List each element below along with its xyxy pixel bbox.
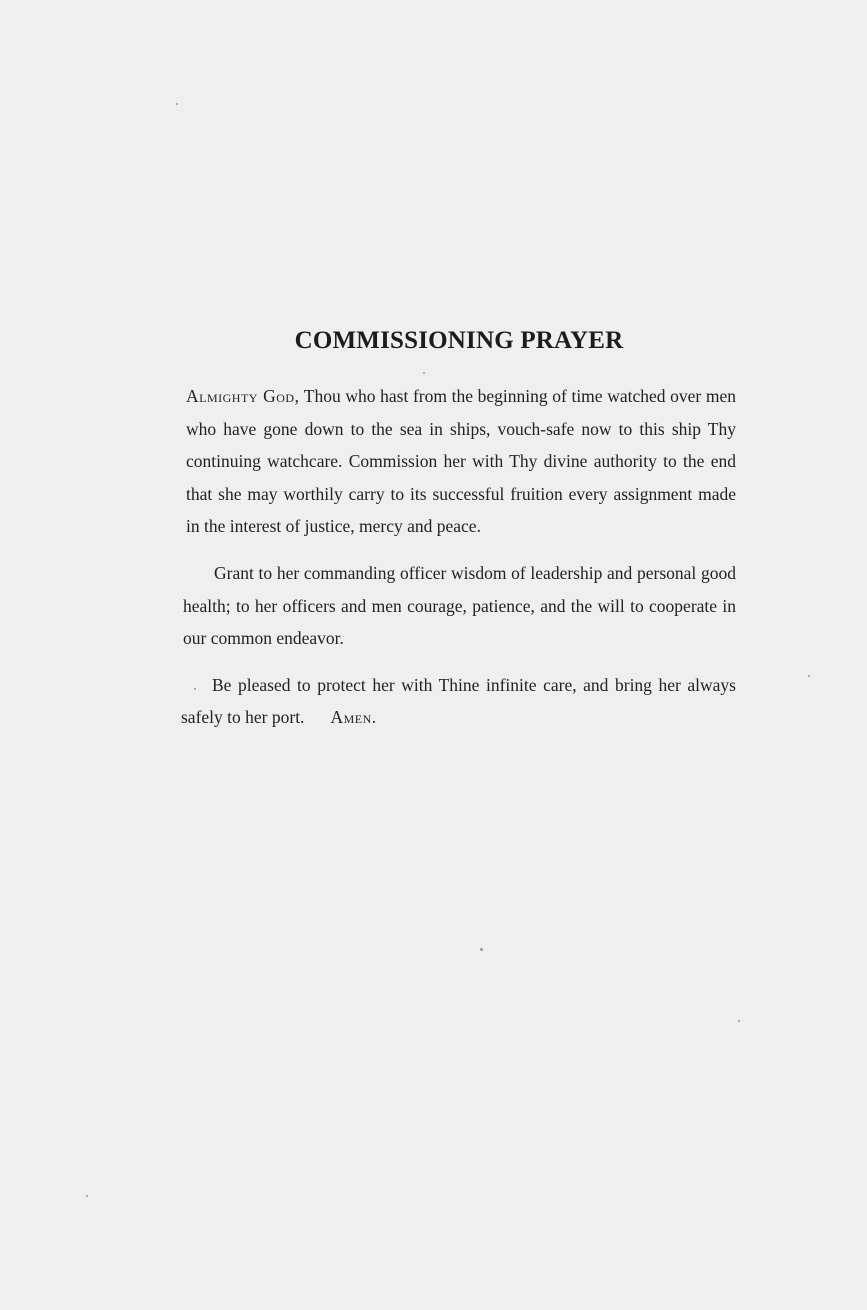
- paragraph-1: [186, 380, 736, 543]
- paragraph-2: [183, 557, 736, 655]
- paragraph-3-text: Be pleased to protect her with Thine infinite care, and bring her always safely to her port.: [181, 674, 736, 728]
- closing-amen: Amen.: [330, 707, 377, 728]
- paragraph-2-text: Grant to her commanding officer wisdom of leadership and personal good health; to her officers and men courage, patience, and the will to cooperate in our common endeavor.: [183, 562, 736, 649]
- paragraph-1-lead: Almighty God,: [186, 386, 300, 406]
- paper-speck: [423, 372, 425, 374]
- paper-speck: [86, 1195, 88, 1197]
- paragraph-1-text: Thou who hast from the beginning of time watched over men who have gone down to the sea in ships, vouch-safe now to this ship Thy continuing watchcare. Commission her with Thy divine authority to the end that she may worthily carry to its successful fruition every assignment made in the interest of justice, mercy and peace.: [186, 386, 736, 537]
- paper-speck: [176, 103, 178, 105]
- paragraph-3: [181, 669, 736, 734]
- paper-speck: [738, 1020, 740, 1022]
- prayer-body: [181, 380, 736, 734]
- paper-speck: [480, 948, 483, 951]
- document-title: COMMISSIONING PRAYER: [294, 327, 624, 354]
- paper-speck: [808, 675, 810, 677]
